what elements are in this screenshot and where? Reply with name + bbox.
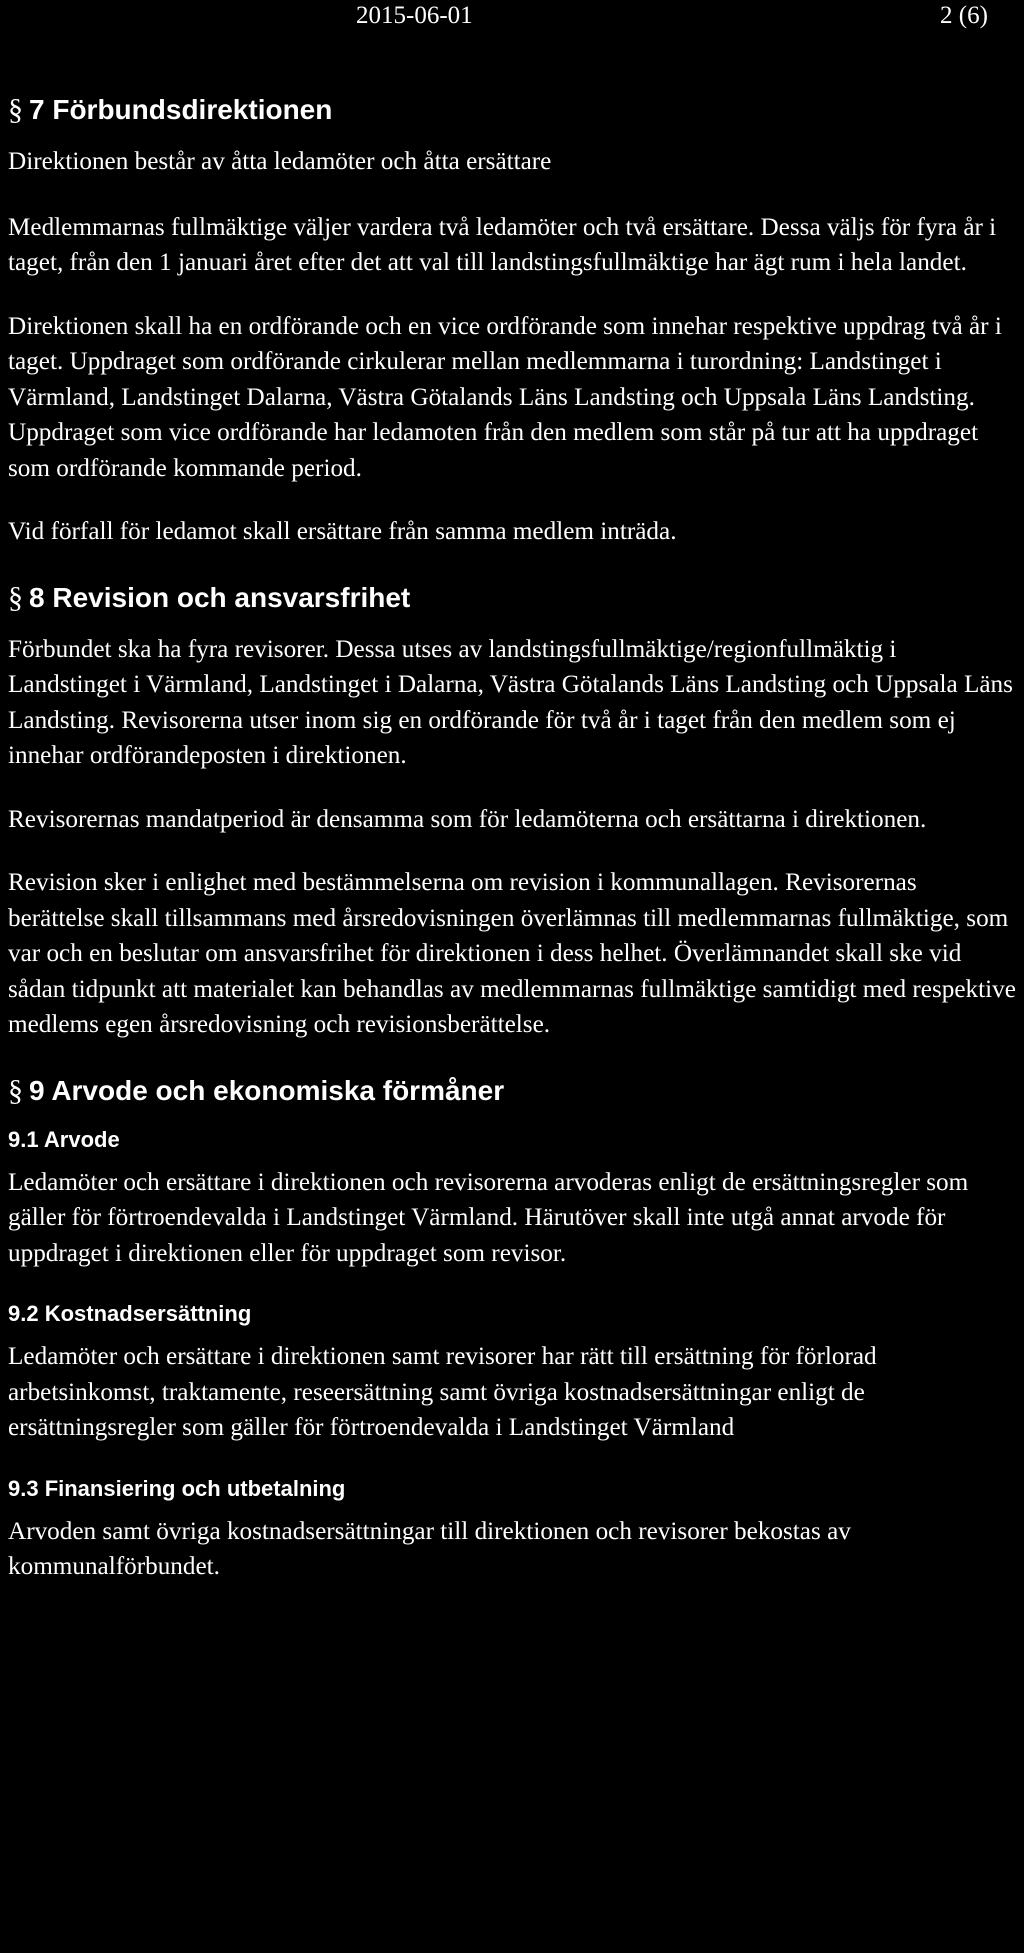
section-9-heading bbox=[8, 1071, 1016, 1111]
section-8-paragraph-3: Revision sker i enlighet med bestämmelserna om revision i kommunallagen. Revisorernas berättelse skall tillsammans med årsredovisningen överlämnas till medlemmarnas fullmäktige, som var och en beslutar om ansvarsfrihet för direktionen i dess helhet. Överlämnandet skall ske vid sådan tidpunkt att materialet kan behandlas av medlemmarnas fullmäktige samtidigt med respektive medlems egen årsredovisning och revisionsberättelse. bbox=[8, 869, 1016, 1038]
section-symbol: § bbox=[8, 93, 23, 126]
section-9-title: 9 Arvode och ekonomiska förmåner bbox=[29, 1074, 505, 1106]
document-date: 2015-06-01 bbox=[356, 2, 473, 29]
subsection-9-3-heading: 9.3 Finansiering och utbetalning bbox=[8, 1475, 346, 1501]
page-header bbox=[0, 0, 1024, 40]
section-symbol: § bbox=[8, 580, 23, 614]
subsection-9-1-paragraph: Ledamöter och ersättare i direktionen och revisorerna arvoderas enligt de ersättningsregler som gäller för förtroendevalda i Landstinget Värmland. Härutöver skall inte utgå annat arvode för uppdraget i direktionen eller för uppdraget som revisor. bbox=[8, 1168, 969, 1267]
document-body bbox=[8, 90, 1016, 1613]
section-7-paragraph-3: Direktionen skall ha en ordförande och en vice ordförande som innehar respektive uppdrag två år i taget. Uppdraget som ordförande cirkulerar mellan medlemmarna i turordning: Landstinget i Värmland, Landstinget Dalarna, Västra Götalands Läns Landsting och Uppsala Läns Landsting. Uppdraget som vice ordförande har ledamoten från den medlem som står på tur att ha uppdraget som ordförande kommande period. bbox=[8, 312, 1002, 482]
section-7-heading bbox=[8, 90, 1016, 130]
section-7-paragraph-4: Vid förfall för ledamot skall ersättare från samma medlem inträda. bbox=[8, 518, 677, 545]
section-8-paragraph-1: Förbundet ska ha fyra revisorer. Dessa utses av landstingsfullmäktige/regionfullmäktig i Landstinget i Värmland, Landstinget i Dalarna, Västra Götalands Läns Landsting och Uppsala Läns Landsting. Revisorerna utser inom sig en ordförande för två år i taget från den medlem som ej innehar ordförandeposten i direktionen. bbox=[8, 635, 1013, 769]
subsection-9-1-heading: 9.1 Arvode bbox=[8, 1126, 120, 1152]
subsection-9-2-paragraph: Ledamöter och ersättare i direktionen samt revisorer har rätt till ersättning för förlorad arbetsinkomst, traktamente, reseersättning samt övriga kostnadsersättningar enligt de ersättningsregler som gäller för förtroendevalda i Landstinget Värmland bbox=[8, 1343, 877, 1441]
section-symbol: § bbox=[8, 1073, 23, 1107]
section-8-title: 8 Revision och ansvarsfrihet bbox=[29, 581, 411, 613]
section-7-paragraph-1: Direktionen består av åtta ledamöter och åtta ersättare bbox=[8, 148, 552, 175]
section-8-heading bbox=[8, 578, 1016, 618]
section-8-paragraph-2: Revisorernas mandatperiod är densamma som för ledamöterna och ersättarna i direktionen. bbox=[8, 805, 927, 833]
page-number: 2 (6) bbox=[940, 2, 988, 29]
section-7-paragraph-2: Medlemmarnas fullmäktige väljer vardera två ledamöter och två ersättare. Dessa väljs för fyra år i taget, från den 1 januari året efter det att val till landstingsfullmäktige har ägt rum i hela landet. bbox=[8, 213, 997, 276]
section-7-title: 7 Förbundsdirektionen bbox=[29, 94, 333, 125]
subsection-9-3-paragraph: Arvoden samt övriga kostnadsersättningar till direktionen och revisorer bekostas av kommunalförbundet. bbox=[8, 1517, 851, 1580]
subsection-9-2-heading: 9.2 Kostnadsersättning bbox=[8, 1301, 252, 1326]
